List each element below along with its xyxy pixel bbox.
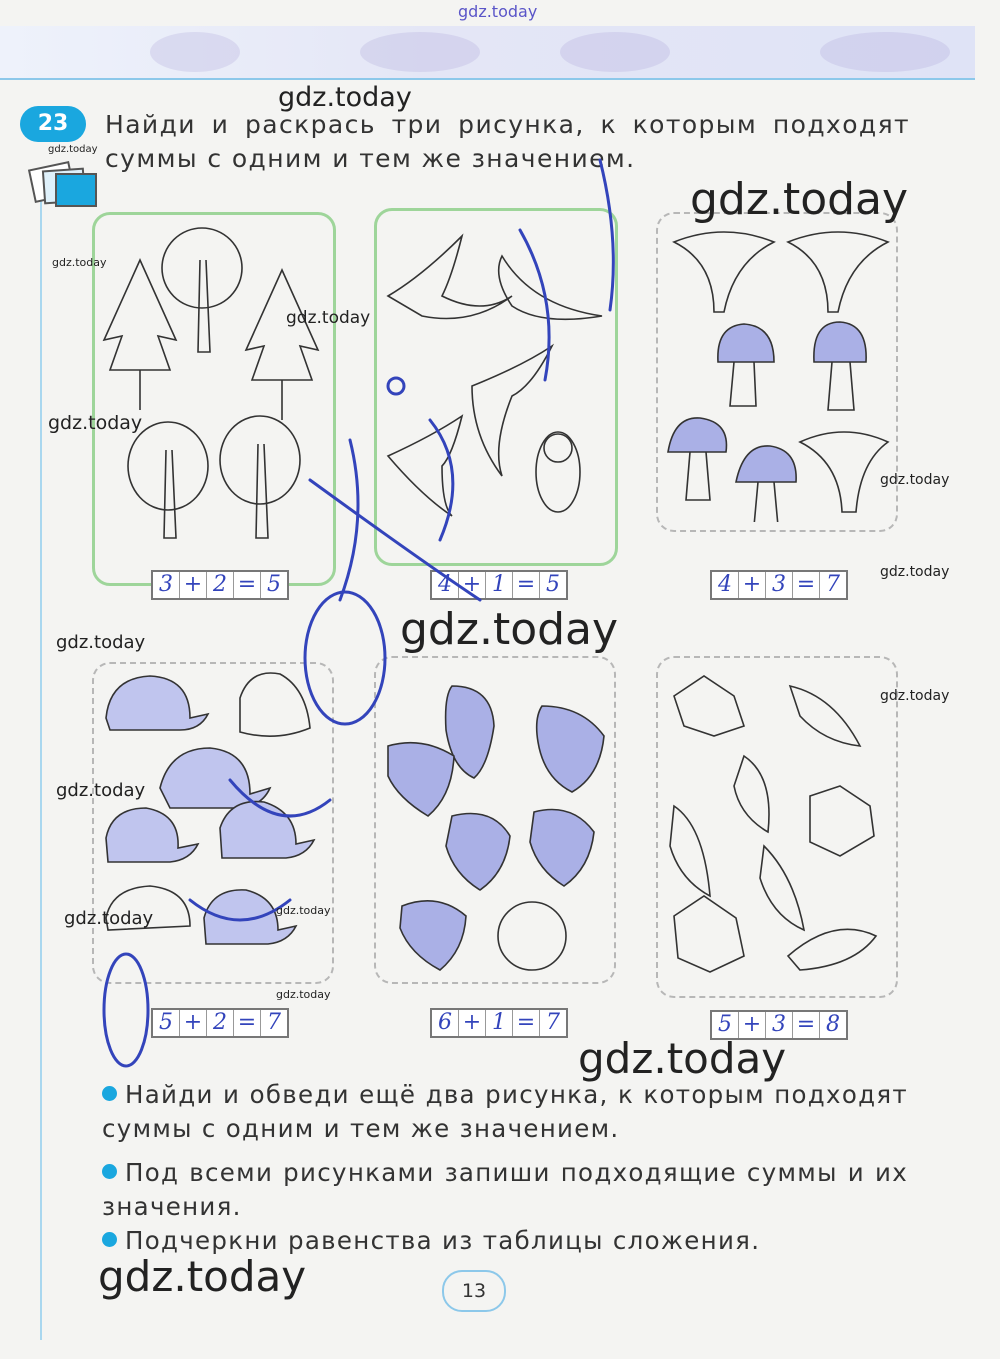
header-decoration bbox=[360, 32, 480, 72]
leaf-icon bbox=[664, 666, 890, 986]
watermark: gdz.today bbox=[98, 1252, 307, 1301]
site-mark: gdz.today bbox=[458, 2, 538, 21]
watermark: gdz.today bbox=[690, 174, 909, 225]
watermark: gdz.today bbox=[278, 82, 412, 113]
watermark: gdz.today bbox=[400, 604, 619, 655]
margin-line bbox=[40, 200, 42, 1340]
watermark: gdz.today bbox=[880, 564, 950, 580]
watermark: gdz.today bbox=[880, 472, 950, 488]
watermark: gdz.today bbox=[48, 412, 143, 434]
bullet-icon bbox=[102, 1086, 117, 1101]
mushroom-icon bbox=[664, 222, 890, 522]
watermark: gdz.today bbox=[56, 780, 146, 801]
page-number: 13 bbox=[442, 1270, 506, 1312]
answer-trees[interactable]: 3 + 2 = 5 bbox=[151, 570, 289, 600]
watermark: gdz.today bbox=[286, 308, 371, 328]
instruction-3: Подчеркни равенства из таблицы сложения. bbox=[102, 1224, 908, 1258]
cap-icon bbox=[100, 668, 326, 978]
watermark: gdz.today bbox=[578, 1034, 787, 1083]
answer-caps[interactable]: 5 + 2 = 7 bbox=[151, 1008, 289, 1038]
watermark: gdz.today bbox=[56, 632, 146, 653]
watermark: gdz.today bbox=[276, 904, 331, 917]
answer-mushrooms[interactable]: 4 + 3 = 7 bbox=[710, 570, 848, 600]
strawberry-icon bbox=[382, 666, 608, 976]
header-decoration bbox=[150, 32, 240, 72]
answer-leaves[interactable]: 5 + 3 = 8 bbox=[710, 1010, 848, 1040]
header-decoration bbox=[820, 32, 950, 72]
instruction-1: Найди и обведи ещё два рисунка, к которым подходят суммы с одним и тем же значением. bbox=[102, 1080, 908, 1143]
bullet-icon bbox=[102, 1164, 117, 1179]
answer-birds[interactable]: 4 + 1 = 5 bbox=[430, 570, 568, 600]
watermark: gdz.today bbox=[48, 144, 98, 155]
task-number-badge: 23 bbox=[20, 106, 86, 142]
task-text: Найди и раскрась три рисунка, к которым подходят суммы с одним и тем же значением. bbox=[105, 110, 910, 173]
answer-strawberries[interactable]: 6 + 1 = 7 bbox=[430, 1008, 568, 1038]
cards-icon bbox=[26, 148, 100, 214]
watermark: gdz.today bbox=[64, 908, 154, 929]
watermark: gdz.today bbox=[276, 988, 331, 1001]
tree-icon bbox=[100, 220, 328, 560]
watermark: gdz.today bbox=[52, 256, 107, 269]
bullet-icon bbox=[102, 1232, 117, 1247]
bird-icon bbox=[382, 216, 610, 552]
instruction-2: Под всеми рисунками запиши подходящие суммы и их значения. bbox=[102, 1158, 908, 1221]
header-decoration bbox=[560, 32, 670, 72]
watermark: gdz.today bbox=[880, 688, 950, 704]
